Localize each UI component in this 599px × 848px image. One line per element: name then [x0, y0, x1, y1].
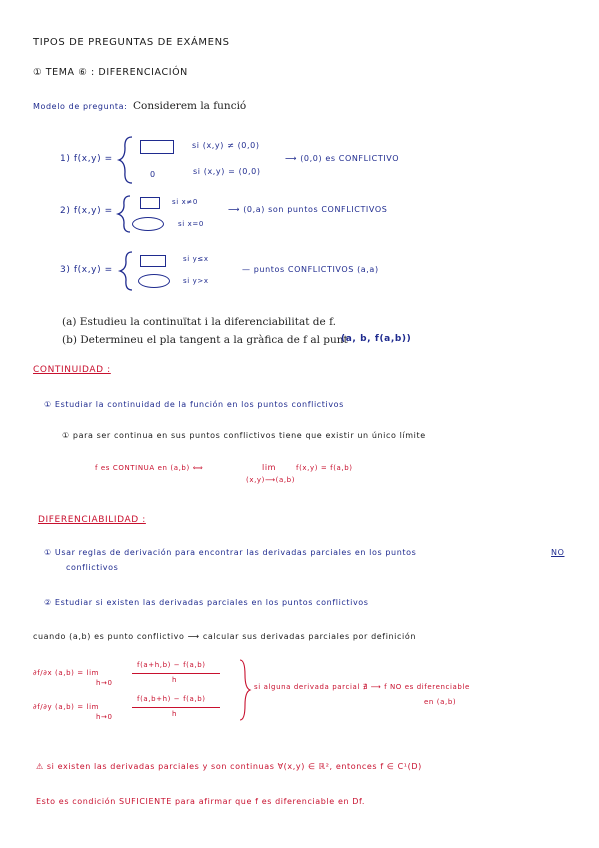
- case1-cond-top: si (x,y) ≠ (0,0): [192, 141, 260, 150]
- dif-step2: ② Estudiar si existen las derivadas parciales en los puntos conflictivos: [44, 598, 369, 607]
- dif-side-note2: en (a,b): [424, 698, 457, 706]
- continuidad-step1-sub: ① para ser continua en sus puntos conflictivos tiene que existir un único límite: [62, 431, 426, 440]
- case1-brace: [119, 137, 132, 183]
- continuidad-formula-left: f es CONTINUA en (a,b) ⟺: [95, 464, 204, 472]
- case3-note: — puntos CONFLICTIVOS (a,a): [242, 265, 379, 274]
- model-intro: Considerem la funció: [133, 100, 247, 112]
- dif-side-brace: [240, 660, 250, 720]
- case3-cond-bottom: si y>x: [183, 277, 209, 285]
- case2-note: ⟶ (0,a) son puntos CONFLICTIVOS: [228, 205, 388, 214]
- case2-lhs: 2) f(x,y) =: [60, 206, 113, 216]
- conclusion-line2: Esto es condición SUFICIENTE para afirmar que f es diferenciable en Df.: [36, 797, 366, 806]
- topic-title: ① TEMA ⑥ : DIFERENCIACIÓN: [33, 67, 188, 78]
- case3-cond-top: si y≤x: [183, 255, 209, 263]
- model-label: Modelo de pregunta:: [33, 102, 128, 111]
- dif-dx-num: f(a+h,b) − f(a,b): [137, 661, 206, 669]
- case1-val-bottom: 0: [150, 170, 156, 179]
- dif-step1-line1: ① Usar reglas de derivación para encontrar las derivadas parciales en los puntos: [44, 548, 417, 557]
- dif-dy-under: h→0: [96, 713, 113, 721]
- dif-dx-under: h→0: [96, 679, 113, 687]
- case2-cond-top: si x≠0: [172, 198, 198, 206]
- continuidad-formula-right: f(x,y) = f(a,b): [296, 464, 353, 472]
- case2-cond-bottom: si x=0: [178, 220, 204, 228]
- page-title: TIPOS DE PREGUNTAS DE EXÁMENS: [33, 37, 230, 48]
- continuidad-step1: ① Estudiar la continuidad de la función en los puntos conflictivos: [44, 400, 344, 409]
- dif-dy-lhs: ∂f/∂y (a,b) = lim: [33, 703, 100, 711]
- case1-cond-bottom: si (x,y) = (0,0): [193, 167, 261, 176]
- dif-dx-den: h: [172, 676, 178, 684]
- case2-brace: [118, 196, 130, 232]
- dif-step1-line2: conflictivos: [66, 563, 119, 572]
- dif-dy-den: h: [172, 710, 178, 718]
- dif-dx-lhs: ∂f/∂x (a,b) = lim: [33, 669, 100, 677]
- case1-lhs: 1) f(x,y) =: [60, 154, 113, 164]
- continuidad-formula-lim: lim: [262, 463, 277, 472]
- dif-dy-num: f(a,b+h) − f(a,b): [137, 695, 206, 703]
- case1-note: ⟶ (0,0) es CONFLICTIVO: [285, 154, 400, 163]
- continuidad-heading: CONTINUIDAD :: [33, 365, 111, 375]
- dif-step1-no: NO: [551, 548, 565, 557]
- question-b: (b) Determineu el pla tangent a la gràfica de f al punt: [62, 334, 348, 346]
- conclusion-line1: ⚠ si existen las derivadas parciales y son continuas ∀(x,y) ∈ ℝ², entonces f ∈ C¹(D): [36, 762, 422, 771]
- diferenciabilidad-heading: DIFERENCIABILIDAD :: [38, 515, 146, 525]
- dif-side-note1: si alguna derivada parcial ∄ ⟶ f NO es diferenciable: [254, 683, 470, 691]
- question-a: (a) Estudieu la continuïtat i la diferenciabilitat de f.: [62, 316, 336, 328]
- case3-brace: [120, 252, 132, 290]
- question-b-point: (a, b, f(a,b)): [341, 334, 412, 344]
- dif-when: cuando (a,b) es punto conflictivo ⟶ calcular sus derivadas parciales por definición: [33, 632, 416, 641]
- case3-lhs: 3) f(x,y) =: [60, 265, 113, 275]
- continuidad-formula-under: (x,y)⟶(a,b): [246, 476, 296, 484]
